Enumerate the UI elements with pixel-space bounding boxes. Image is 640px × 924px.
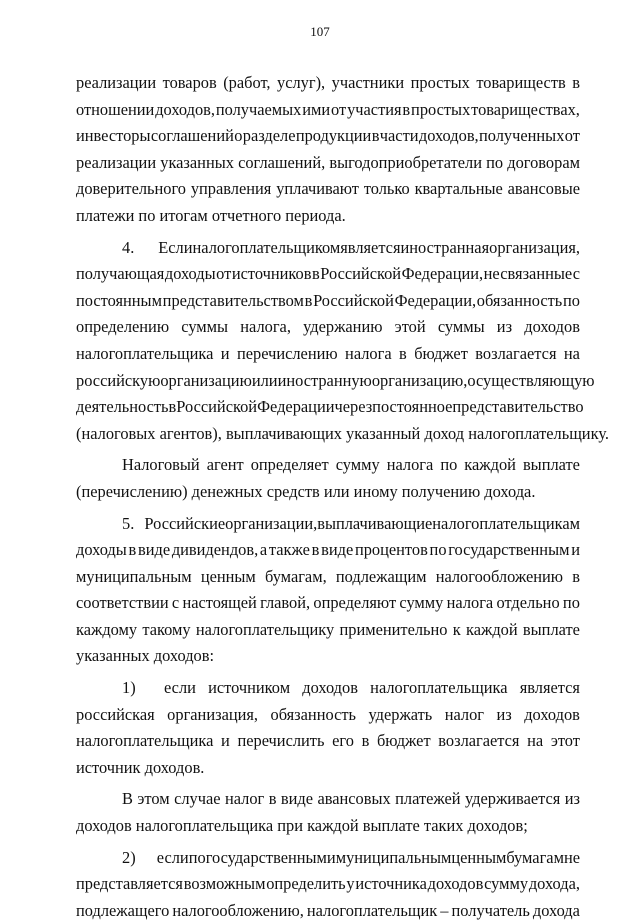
word: доходов [524, 317, 580, 337]
word: каждой [464, 455, 516, 475]
word: договорам [507, 152, 580, 172]
word: по [188, 847, 206, 867]
word: участия [347, 99, 402, 119]
word: соглашений, [238, 152, 326, 172]
word: товариществах, [471, 99, 580, 119]
word: товариществ [476, 73, 566, 92]
word: его [332, 731, 354, 751]
word: муниципальным [335, 847, 452, 867]
word: реализации [76, 152, 157, 172]
text-line: доходов налогоплательщика при каждой выплате таких доходов; [76, 816, 528, 836]
word: товаров [162, 73, 217, 92]
word: постоянным [76, 290, 162, 310]
item-number: 4. [122, 237, 135, 257]
word: случае [174, 789, 221, 809]
text-line [76, 845, 580, 872]
text-line [76, 564, 580, 591]
word: такому [142, 619, 191, 639]
word: применительно [339, 619, 448, 639]
word: налогообложению, [172, 900, 304, 920]
text-line [76, 871, 580, 898]
text-line [76, 97, 580, 124]
word: к [452, 619, 461, 639]
word: если [164, 678, 196, 698]
text-line [76, 786, 580, 813]
word: организация, [167, 704, 259, 724]
word: из [496, 317, 513, 337]
text-line: (налоговых агентов), выплачивающих указанный доход налогоплательщику. [76, 423, 609, 443]
word: в [371, 126, 380, 146]
word: по [486, 152, 504, 172]
word: налог [224, 789, 265, 809]
text-line [76, 261, 580, 288]
word: перечислить [237, 731, 325, 751]
page-number: 107 [310, 24, 330, 39]
word: Федерации, [394, 290, 477, 310]
word: определить [266, 874, 346, 894]
word: или [251, 370, 278, 390]
word: авансовые [507, 179, 580, 199]
word: участники [331, 73, 405, 92]
word: российская [76, 704, 155, 724]
word: в [268, 789, 277, 809]
word: удержанию [303, 317, 383, 337]
text-line [76, 675, 580, 702]
word: соглашений [150, 126, 234, 146]
word: бумагам [506, 847, 564, 867]
word: сумму [484, 874, 529, 894]
text-line: (перечислению) денежных средств или иному получению дохода. [76, 481, 536, 501]
word: уплачивают [276, 179, 359, 199]
word: деятельность [76, 397, 169, 417]
word: указанных [160, 152, 234, 172]
word: платежей [395, 789, 461, 809]
word: через [334, 397, 373, 417]
word: (работ, [223, 73, 271, 92]
word: муниципальным [76, 566, 192, 586]
word: каждой [466, 619, 518, 639]
word: от [331, 99, 347, 119]
word: у [346, 874, 355, 894]
word: бюджет [414, 343, 468, 363]
word: получающая [76, 264, 165, 284]
word: соответствии [76, 593, 169, 613]
word: отдельно [496, 593, 560, 613]
word: ими [302, 99, 331, 119]
word: с [171, 593, 180, 613]
word: Российской [313, 290, 394, 310]
word: подлежащим [335, 566, 427, 586]
word: простых [410, 73, 470, 92]
word: процентов [354, 540, 428, 560]
word: а [259, 540, 268, 560]
text-line [76, 617, 580, 644]
word: определению [76, 317, 170, 337]
text-line [76, 314, 580, 341]
word: налогоплательщикам [432, 513, 580, 533]
word: доходов, [418, 126, 479, 146]
word: осуществляющую [467, 370, 595, 390]
word: налогоплательщика [370, 678, 508, 698]
word: из [564, 789, 580, 809]
word: инвесторы [76, 126, 151, 146]
word: и [221, 731, 230, 751]
word: налогоплательщика [76, 731, 214, 751]
text-line [76, 394, 584, 421]
word: налог [444, 704, 485, 724]
word: по [562, 593, 580, 613]
word: получатель [451, 900, 530, 920]
word: от [564, 126, 580, 146]
word: сумму [335, 455, 380, 475]
word: налога [345, 343, 392, 363]
word: с [572, 264, 580, 284]
word: возлагается [438, 731, 520, 751]
word: продукции [295, 126, 372, 146]
word: связанные [500, 264, 573, 284]
word: не [483, 264, 500, 284]
word: перечислению [236, 343, 338, 363]
text-fragment [144, 511, 580, 538]
word: выплачивающие [317, 513, 433, 533]
word: налогоплательщика [76, 343, 214, 363]
word: сумму [399, 593, 444, 613]
document-body [76, 70, 609, 924]
word: главой, [260, 593, 311, 613]
word: только [363, 179, 410, 199]
word: этом [137, 789, 170, 809]
word: о [234, 126, 243, 146]
item-number: 5. [122, 513, 135, 533]
word: выгодоприобретатели [329, 152, 483, 172]
word: выплате [522, 619, 580, 639]
word: по [429, 540, 447, 560]
text-line [76, 288, 580, 315]
word: авансовых [317, 789, 391, 809]
word: доходов [524, 704, 580, 724]
word: налогоплательщиком [192, 237, 341, 257]
word: является [340, 237, 401, 257]
word: простых [411, 99, 471, 119]
word: налога [386, 455, 434, 475]
word: постоянное [372, 397, 453, 417]
text-line [76, 235, 580, 262]
text-line [76, 368, 595, 395]
word: налога, [240, 317, 291, 337]
word: Налоговый [122, 455, 200, 475]
word: виде [321, 540, 354, 560]
word: получаемых [215, 99, 302, 119]
word: государственным [205, 847, 327, 867]
word: на [563, 343, 580, 363]
text-line [76, 511, 580, 538]
word: Российские [144, 513, 226, 533]
text-line [76, 898, 580, 924]
word: квартальные [414, 179, 503, 199]
word: виде [137, 540, 171, 560]
word: не [563, 847, 580, 867]
word: выплате [522, 455, 580, 475]
text-line [76, 123, 580, 150]
word: Российской [176, 397, 258, 417]
word: налогоплательщик [306, 900, 438, 920]
text-fragment [157, 845, 580, 872]
word: настоящей [182, 593, 257, 613]
word: отношении [76, 99, 155, 119]
word: суммы [181, 317, 229, 337]
word: разделе [242, 126, 296, 146]
text-line [76, 176, 580, 203]
word: налогоплательщику [195, 619, 335, 639]
word: по [440, 455, 458, 475]
word: определяют [313, 593, 397, 613]
word: по [563, 290, 580, 310]
word: бюджет [376, 731, 431, 751]
word: представляется [76, 874, 183, 894]
word: полученных [479, 126, 565, 146]
word: организацию, [371, 370, 468, 390]
word: Федерации, [401, 264, 484, 284]
word: в [168, 397, 177, 417]
word: удержать [368, 704, 433, 724]
word: доходов [427, 874, 484, 894]
word: подлежащего [76, 900, 170, 920]
word: и [571, 540, 580, 560]
text-line: источник доходов. [76, 757, 205, 777]
text-line [76, 728, 580, 755]
word: Российской [320, 264, 402, 284]
item-number: 2) [122, 847, 136, 867]
word: дохода, [528, 874, 580, 894]
text-fragment [164, 675, 580, 702]
word: виде [280, 789, 313, 809]
word: источника [355, 874, 427, 894]
word: обязанность [476, 290, 563, 310]
word: является [519, 678, 580, 698]
text-line [76, 341, 580, 368]
word: Если [158, 237, 193, 257]
word: представительство [452, 397, 584, 417]
word: в [572, 566, 580, 586]
text-fragment [158, 235, 580, 262]
word: – [440, 900, 449, 920]
word: управления [190, 179, 272, 199]
word: в [304, 290, 313, 310]
word: и [326, 847, 336, 867]
word: представительством [162, 290, 304, 310]
word: возможным [183, 874, 266, 894]
word: в [361, 731, 370, 751]
word: доходов, [155, 99, 215, 119]
word: в [311, 540, 320, 560]
item-number: 1) [122, 678, 136, 698]
word: части [379, 126, 419, 146]
word: обязанность [270, 704, 356, 724]
word: возлагается [475, 343, 557, 363]
word: Федерации [257, 397, 335, 417]
word: и [220, 343, 230, 363]
word: ценным [200, 566, 256, 586]
word: В [122, 789, 133, 809]
word: на [527, 731, 544, 751]
word: каждому [76, 619, 138, 639]
text-line: указанных доходов: [76, 646, 215, 666]
word: этот [550, 731, 580, 751]
word: организацию [160, 370, 252, 390]
word: определяет [250, 455, 329, 475]
word: в [399, 343, 407, 363]
word: этой [394, 317, 426, 337]
text-line [76, 70, 580, 97]
word: доходов [302, 678, 358, 698]
word: дохода [532, 900, 580, 920]
word: в [312, 264, 320, 284]
word: организации, [225, 513, 318, 533]
word: доходы [164, 264, 216, 284]
word: налога [446, 593, 494, 613]
word: в [128, 540, 137, 560]
word: из [496, 704, 512, 724]
word: организация, [489, 237, 580, 257]
word: доверительного [76, 179, 186, 199]
word: агент [206, 455, 244, 475]
word: услуг), [277, 73, 326, 92]
text-line [76, 150, 580, 177]
word: в [572, 73, 580, 92]
word: иностранную [277, 370, 372, 390]
word: также [268, 540, 310, 560]
word: если [156, 847, 189, 867]
word: дивидендов, [171, 540, 259, 560]
word: от [216, 264, 232, 284]
text-line [76, 702, 580, 729]
word: реализации [76, 73, 157, 92]
word: доходы [76, 540, 127, 560]
word: российскую [76, 370, 161, 390]
word: ценным [451, 847, 507, 867]
text-line [76, 537, 580, 564]
word: государственным [448, 540, 570, 560]
word: удерживается [464, 789, 561, 809]
word: в [402, 99, 411, 119]
text-line [76, 452, 580, 479]
text-line [76, 590, 580, 617]
word: источником [208, 678, 291, 698]
word: суммы [437, 317, 485, 337]
word: источников [231, 264, 312, 284]
word: налогообложению [435, 566, 564, 586]
word: бумагам, [264, 566, 327, 586]
text-line: платежи по итогам отчетного периода. [76, 205, 346, 225]
word: иностранная [400, 237, 490, 257]
